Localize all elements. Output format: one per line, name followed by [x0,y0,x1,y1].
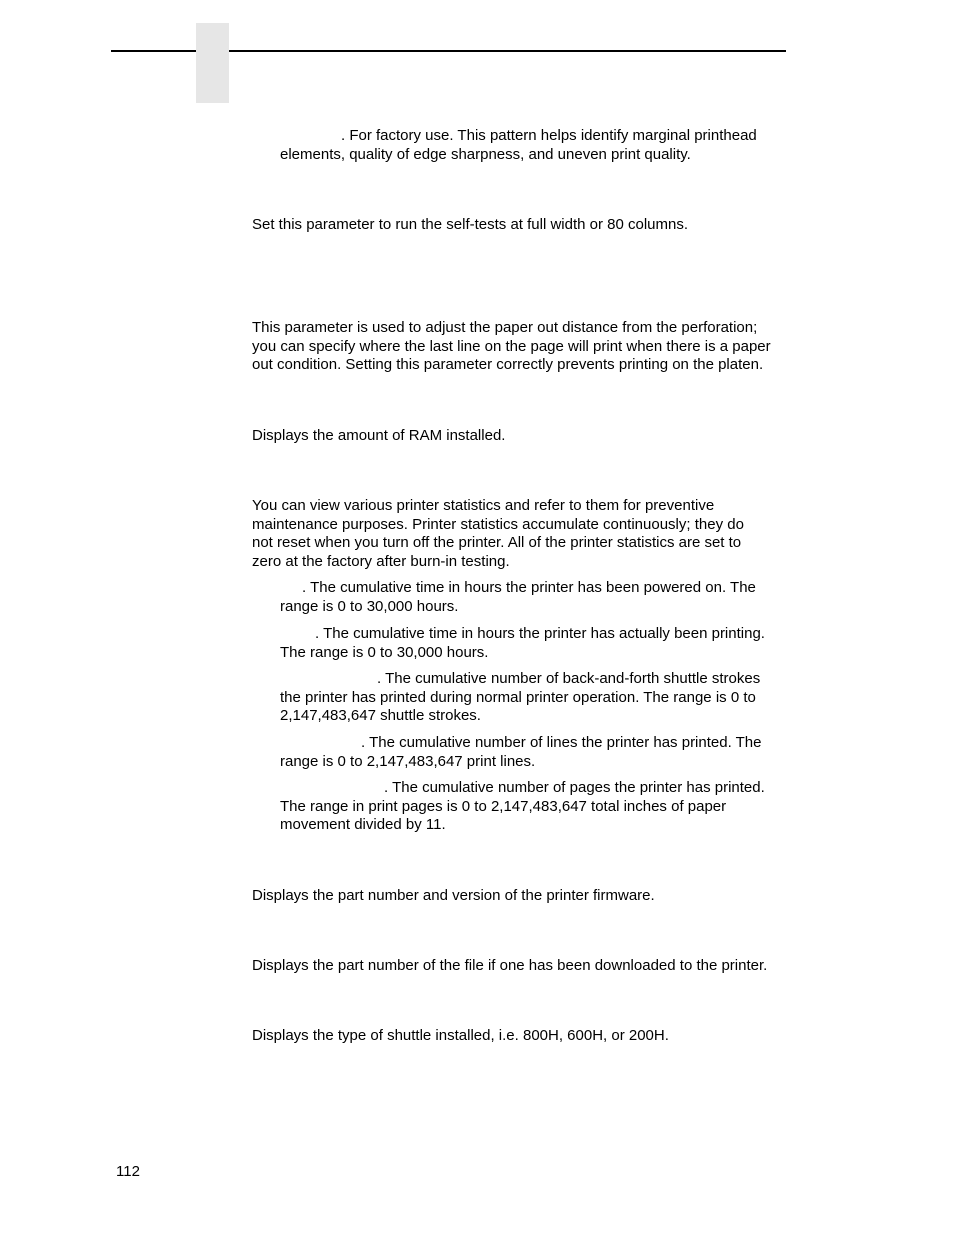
test-width-description: Set this parameter to run the self-tests at full width or 80 columns. [252,216,689,233]
stat-printing-hours: . The cumulative time in hours the printer has actually been printing. The range is 0 to 30,000 hours. [280,625,765,661]
printer-statistics-description: You can view various printer statistics and refer to them for preventive maintenance purposes. Printer statistics accumulate continuously; they do not reset when you turn off the printer. All of the printer statistics are set to zero at the factory after burn-in testing. [252,497,744,570]
chapter-tab-marker [196,23,229,103]
downloaded-file-description: Displays the part number of the file if one has been downloaded to the printer. [252,957,768,974]
stat-time-since-reset: . The cumulative time in hours the printer has been powered on. The range is 0 to 30,000 hours. [280,579,756,615]
firmware-description: Displays the part number and version of the printer firmware. [252,887,655,904]
stat-print-lines: . The cumulative number of lines the printer has printed. The range is 0 to 2,147,483,647 print lines. [280,734,762,770]
ram-installed-description: Displays the amount of RAM installed. [252,427,506,444]
page-number: 112 [116,1163,140,1180]
paper-out-adjust-description: This parameter is used to adjust the paper out distance from the perforation; you can specify where the last line on the page will print when there is a paper out condition. Setting this parameter correctly prevents printing on the platen. [252,319,771,373]
stat-print-pages: . The cumulative number of pages the printer has printed. The range in print pages is 0 to 2,147,483,647 total inches of paper movement divided by 11. [280,779,765,833]
shuttle-type-description: Displays the type of shuttle installed, i.e. 800H, 600H, or 200H. [252,1027,669,1044]
stat-shuttle-strokes: . The cumulative number of back-and-forth shuttle strokes the printer has printed during normal printer operation. The range is 0 to 2,147,483,647 shuttle strokes. [280,670,761,724]
print-test-pattern-description: . For factory use. This pattern helps identify marginal printhead elements, quality of edge sharpness, and uneven print quality. [280,127,757,163]
